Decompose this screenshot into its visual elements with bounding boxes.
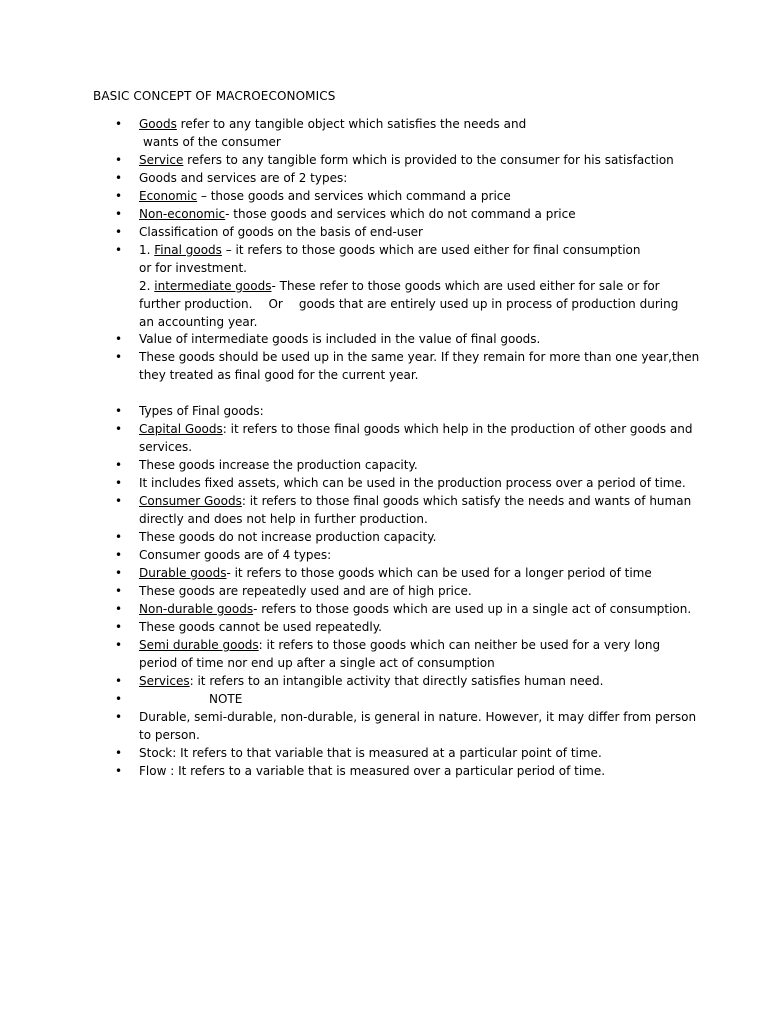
durable-goods-text: - it refers to those goods which can be used for a longer period of time — [226, 566, 652, 580]
durable-general-line2: to person. — [139, 728, 200, 742]
list-item-stock: Stock: It refers to that variable that is measured at a particular point of time. — [139, 746, 602, 760]
bullet: • — [115, 422, 123, 436]
goods-text: refer to any tangible object which satisfies the needs and — [176, 117, 527, 131]
list-item-capital-goods — [139, 420, 699, 456]
goods-line2: wants of the consumer — [143, 135, 281, 149]
bullet: • — [115, 674, 123, 688]
term-final-goods: Final goods — [154, 243, 222, 257]
bullet: • — [115, 548, 123, 562]
bullet: • — [115, 710, 123, 724]
list-item-value-intermediate: Value of intermediate goods is included in the value of final goods. — [139, 332, 541, 346]
list-item-final-goods — [139, 241, 699, 331]
bullet: • — [115, 153, 123, 167]
non-durable-goods-text: - refers to those goods which are used up in a single act of consumption. — [253, 602, 692, 616]
final-goods-line2: or for investment. — [139, 261, 247, 275]
term-service: Service — [139, 153, 184, 167]
intermediate-goods-line2b: goods that are entirely used up in process of production during — [298, 297, 679, 311]
document-title: BASIC CONCEPT OF MACROECONOMICS — [93, 89, 336, 103]
list-item-increase-capacity: These goods increase the production capacity. — [139, 458, 418, 472]
economic-text: – those goods and services which command a price — [197, 189, 511, 203]
term-non-durable-goods: Non-durable goods — [139, 602, 254, 616]
bullet: • — [115, 764, 123, 778]
bullet: • — [115, 189, 123, 203]
list-item-cannot-repeat: These goods cannot be used repeatedly. — [139, 620, 382, 634]
bullet: • — [115, 458, 123, 472]
term-economic: Economic — [139, 189, 198, 203]
list-item-repeatedly-used: These goods are repeatedly used and are of high price. — [139, 584, 472, 598]
non-economic-text: - those goods and services which do not command a price — [225, 207, 576, 221]
term-goods: Goods — [139, 117, 177, 131]
bullet: • — [115, 530, 123, 544]
bullet: • — [115, 476, 123, 490]
intermediate-goods-prefix: 2. — [139, 279, 155, 293]
list-item-note — [139, 690, 699, 708]
semi-durable-goods-line2: period of time nor end up after a single act of consumption — [139, 656, 495, 670]
bullet: • — [115, 494, 123, 508]
bullet: • — [115, 566, 123, 580]
bullet: • — [115, 638, 123, 652]
durable-general-text: Durable, semi-durable, non-durable, is general in nature. However, it may differ from person — [139, 710, 697, 724]
list-item-goods — [139, 115, 699, 151]
list-item-types-final: Types of Final goods: — [139, 404, 264, 418]
same-year-text: These goods should be used up in the same year. If they remain for more than one year,then — [139, 350, 700, 364]
intermediate-goods-line1 — [139, 277, 699, 295]
bullet: • — [115, 404, 123, 418]
same-year-line2: they treated as final good for the current year. — [139, 368, 419, 382]
bullet: • — [115, 332, 123, 346]
list-item-durable-general — [139, 708, 699, 744]
bullet: • — [115, 350, 123, 364]
bullet: • — [115, 171, 123, 185]
list-item-services — [139, 672, 699, 690]
bullet: • — [115, 620, 123, 634]
term-services: Services — [139, 674, 190, 688]
capital-goods-line2: services. — [139, 440, 193, 454]
intermediate-goods-line3: an accounting year. — [139, 315, 258, 329]
list-item-consumer-types: Consumer goods are of 4 types: — [139, 548, 332, 562]
consumer-goods-line2: directly and does not help in further production. — [139, 512, 428, 526]
services-text: : it refers to an intangible activity that directly satisfies human need. — [189, 674, 604, 688]
intermediate-goods-line2a: further production. — [139, 297, 253, 311]
bullet: • — [115, 746, 123, 760]
list-item-non-durable-goods — [139, 600, 699, 618]
final-goods-prefix: 1. — [139, 243, 155, 257]
intermediate-goods-line2 — [139, 295, 699, 313]
list-item-goods-services-types: Goods and services are of 2 types: — [139, 171, 348, 185]
semi-durable-goods-text: : it refers to those goods which can neither be used for a very long — [258, 638, 661, 652]
term-capital-goods: Capital Goods — [139, 422, 223, 436]
list-item-same-year — [139, 348, 699, 384]
list-item-durable-goods — [139, 564, 699, 582]
or-label: Or — [268, 297, 283, 311]
term-semi-durable-goods: Semi durable goods — [139, 638, 259, 652]
bullet: • — [115, 243, 123, 257]
list-item-consumer-goods — [139, 492, 699, 528]
list-item-classification: Classification of goods on the basis of end-user — [139, 225, 423, 239]
list-item-economic — [139, 187, 699, 205]
capital-goods-text: : it refers to those final goods which help in the production of other goods and — [222, 422, 693, 436]
list-item-service — [139, 151, 699, 169]
term-intermediate-goods: intermediate goods — [154, 279, 272, 293]
service-text: refers to any tangible form which is provided to the consumer for his satisfaction — [183, 153, 674, 167]
intermediate-goods-text: - These refer to those goods which are used either for sale or for — [271, 279, 660, 293]
list-item-semi-durable-goods — [139, 636, 699, 672]
note-label: NOTE — [209, 692, 243, 706]
list-item-flow: Flow : It refers to a variable that is measured over a particular period of time. — [139, 764, 606, 778]
term-durable-goods: Durable goods — [139, 566, 227, 580]
bullet: • — [115, 207, 123, 221]
bullet: • — [115, 692, 123, 706]
bullet: • — [115, 584, 123, 598]
list-item-non-economic — [139, 205, 699, 223]
consumer-goods-text: : it refers to those final goods which satisfy the needs and wants of human — [241, 494, 692, 508]
bullet: • — [115, 225, 123, 239]
list-item-not-increase: These goods do not increase production capacity. — [139, 530, 437, 544]
bullet: • — [115, 117, 123, 131]
final-goods-text: – it refers to those goods which are used either for final consumption — [221, 243, 641, 257]
term-non-economic: Non-economic — [139, 207, 226, 221]
bullet: • — [115, 602, 123, 616]
list-item-fixed-assets: It includes fixed assets, which can be used in the production process over a period of time. — [139, 476, 686, 490]
term-consumer-goods: Consumer Goods — [139, 494, 242, 508]
